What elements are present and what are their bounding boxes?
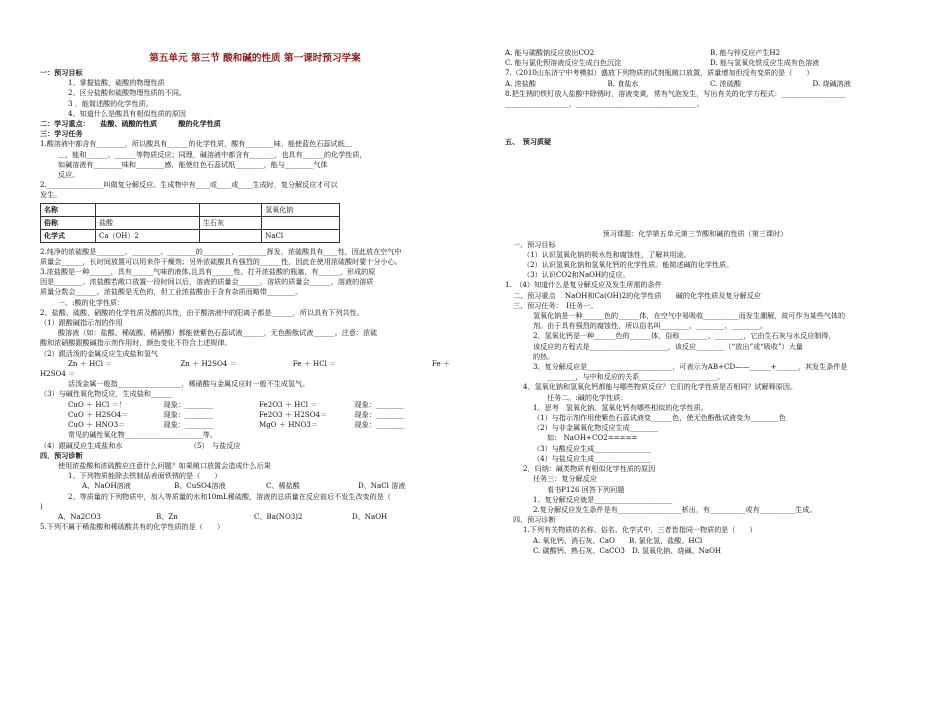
table-cell: 化学式: [41, 229, 96, 242]
task-line: 3.浓盐酸是一种______，具有______气味的液体,且具有______性。打开浓盐酸的瓶塞，有______，形成的原: [40, 267, 376, 277]
goal-item: （3）认识CO2和NaOH的反应。: [523, 270, 630, 280]
options-row: [40, 481, 450, 491]
section-heading: 一、预习目标: [513, 239, 556, 249]
equation: Fe ＋ HCl ＝: [292, 358, 337, 368]
text-line: 看书P126 回答下列问题: [547, 484, 625, 494]
oxide-row: [40, 410, 450, 420]
goal-item: （2）认识氢氧化钠和氢氧化钙的化学性质。能简述碱的化学性质。: [523, 260, 734, 270]
option: A、NaOH溶液: [82, 481, 131, 491]
phenomenon: 现象：________: [163, 399, 214, 409]
question: ): [40, 501, 43, 511]
options-row: [505, 58, 915, 68]
task-line: 4、氢氧化钠和氢氧化钙都能与哪些物质反应？它们的化学性质是否相同？试解释原因。: [523, 382, 798, 392]
subheading: 任务二。:碱的化学性质：: [547, 392, 628, 402]
table-cell: 生石灰: [200, 216, 262, 229]
option: D. 能与氢氧化铁反应生成有色溶液: [710, 58, 820, 68]
text-line: 2.复分解反应发生条件是有__________________析出，有__________或有__________生成。: [533, 504, 817, 514]
equation: Fe ＋: [431, 358, 450, 368]
task-line: 的热。: [533, 351, 555, 361]
section-heading-tasks: 三：学习任务: [40, 129, 83, 139]
table-cell: 名称: [41, 203, 96, 216]
question: 5.下列不属于稀盐酸和稀硫酸共有的化学性质的是（ ）: [40, 522, 225, 532]
text-line: （1）跟酸碱指示剂的作用: [40, 318, 123, 328]
task-line: 因是________。浓盐酸若敞口放置一段时间以后，溶液的质量会______，溶质的质量会______，溶液的溶质: [40, 277, 374, 287]
task-line: 发生。: [40, 190, 62, 200]
equation: Fe2O3 ＋ H2SO4＝: [259, 409, 328, 419]
text-line: 2、盐酸、硫酸、硝酸的化学性质及酸的共性，由于酸溶液中的阳离子都是______，所以具有下列共性。: [40, 307, 364, 317]
goal-item: 3 ．能简述酸的化学性质。: [68, 98, 153, 108]
lesson-subtitle: 预习课题：化学第五单元第三节酸和碱的性质（第三课时）: [602, 229, 788, 239]
goal-item: 1、掌握盐酸、硫酸的物理性质: [68, 78, 165, 88]
equation: CuO ＋ HCl ＝！: [68, 399, 126, 409]
question: 8.把生锈的铁钉放入盐酸中除锈时，溶液变黄，常有气泡发生，写出有关的化学方程式：__________________: [505, 88, 846, 98]
equation: Zn ＋ H2SO4 ＝: [180, 358, 237, 368]
table-cell: [200, 203, 262, 216]
text-line: （3）与酸反应生成________________: [533, 443, 652, 453]
section-heading-diagnosis: 四．预习诊断: [40, 450, 83, 460]
table-cell: [200, 229, 262, 242]
table-cell: 氢氧化钠: [262, 203, 340, 216]
goal-item: （1）认识氢氧化钠的吸水性和腐蚀性，了解其用途。: [523, 249, 691, 259]
task-line: 反应。: [58, 170, 80, 180]
oxide-row: [40, 420, 450, 430]
subheading: 任务三：复分解反应: [533, 474, 597, 484]
question: 2、等质量的下列物质中，加入等质量的水和10mL稀硫酸，溶液的总质量在反应前后不发生改变的是（: [68, 491, 391, 501]
phenomenon: 现象：________: [354, 399, 405, 409]
task-line: 3、复分解反应是________________________，可表示为AB+CD——______+______，其发生条件是: [533, 362, 848, 372]
question: 7.（2010山东济宁中考模拟）盛放下列物质的试剂瓶敞口放置，质量增加但没有变质的是（ ）: [505, 68, 814, 78]
task-line: 2、氢氧化钙是一种______色的______体，俗称________、________，它由生石灰与水反应制得，: [533, 331, 836, 341]
option: B. 能与锌反应产生H2: [710, 48, 781, 57]
equation: CuO ＋ H2SO4＝: [68, 409, 129, 419]
option: B、Zn: [156, 511, 178, 521]
equation: H2SO4 ＝: [40, 369, 76, 379]
option: C. 浓硫酸: [710, 78, 741, 88]
text-line: 1、复分解反应就是______________________: [533, 494, 673, 504]
table-row: [41, 216, 340, 229]
text-line: （2）跟活泼的金属反应生成盐和氢气: [40, 348, 159, 358]
section-heading: 二、预习重点 NaOH和Ca(OH)2的化学性质 碱的化学性质及复分解反应: [513, 290, 761, 300]
question: 使用浓盐酸和浓硫酸应注意什么问题？如果敞口放置会造成什么后果: [58, 460, 271, 470]
text-line: 1、思考 氢氧化钠、氢氧化钙有哪些相似的化学性质。: [533, 402, 708, 412]
equation: Zn ＋ HCl ＝: [68, 358, 113, 368]
acid-base-table: [40, 203, 340, 243]
text-line: （4）跟碱反应生成盐和水 （5） 与盐反应: [40, 440, 241, 450]
task-line: ________，与中和反应的关系______________________。: [547, 372, 725, 382]
goal-item: 4、知道什么是酸具有相似性质的原因: [68, 108, 187, 118]
task-line: 剂。由于具有强烈的腐蚀性，所以俗名叫________、________、________。: [533, 321, 768, 331]
right-column: [505, 0, 915, 720]
equation: MgO ＋ HNO3＝: [259, 420, 319, 430]
option: C、Ba(NO3)2: [254, 511, 303, 521]
option: A. 能与碳酸钠反应放出CO2: [505, 48, 595, 57]
text-line: 如: NaOH+CO2=====: [547, 433, 638, 443]
section-heading-doubts: 五、 预习质疑: [505, 137, 552, 147]
task-line: 质量会______，长时间放置可以用来作干燥剂；另外浓硫酸具有强烈的______性，因此在使用浓硫酸时要十分小心。: [40, 256, 402, 266]
task-line: 质量分数会______。浓盐酸是无色的，但工业浓盐酸由于含有杂质而略带________。: [40, 287, 303, 297]
subheading: 一、:酸的化学性质：: [58, 297, 125, 307]
question: 1、下列物质能除去铁制品表面铁锈的是（ ）: [68, 471, 222, 481]
text-line: 酸溶液（如：盐酸、稀硫酸、稀硝酸）都能使紫色石蕊试液______，无色酚酞试液______。注意：浓硫: [58, 328, 378, 338]
table-cell: 盐酸: [96, 216, 200, 229]
table-cell: [262, 216, 340, 229]
text-line: 常见的碱性氧化物______________________等。: [68, 430, 217, 440]
equation: CuO ＋ HNO3＝: [68, 420, 126, 430]
table-cell: 俗称: [41, 216, 96, 229]
phenomenon: 现象：________: [354, 420, 405, 430]
option: C、稀盐酸: [266, 481, 300, 491]
option: A、Na2CO3: [58, 511, 101, 521]
phenomenon: 现象：________: [163, 409, 214, 419]
option: A. 氧化钙、消石灰、CaO B. 氯化氢、盐酸、HCl: [533, 535, 703, 545]
task-line: 1.酸溶液中都含有________，所以酸具有______的化学性质，酸有________味，能使蓝色石蕊试纸＿: [40, 139, 352, 149]
table-cell: NaCl: [262, 229, 340, 242]
text-line: （3）与碱性氧化物反应，生成盐和______: [40, 389, 173, 399]
phenomenon: 现象：________: [163, 420, 214, 430]
options-row: [505, 79, 915, 89]
text-line: （2）与非金属氧化物反应生成________: [533, 423, 659, 433]
task-line: 氢氧化钠是一种______色的______体，在空气中易吸收__________而发生潮解，故可作为某些气体的: [533, 311, 846, 321]
task-line: 该反应的方程式是______________________，该反应________（“放出”或“吸收”）大量: [533, 341, 803, 351]
table-row: [41, 203, 340, 216]
option: B、CuSO4溶液: [174, 481, 226, 491]
text-line: （4）与盐反应生成________________: [533, 453, 652, 463]
text-line: （1）与指示剂作用使紫色石蕊试液变______色，使无色酚酞试液变为________色: [533, 413, 786, 423]
option: D、NaOH: [352, 511, 388, 521]
question: 1.下列有关物质的名称、俗名、化学式中，三者皆指同一物质的是（ ）: [523, 525, 757, 535]
section-heading: 四、预习诊断: [513, 515, 556, 525]
section-heading: 三、预习任务： Ⅰ任务一。: [513, 300, 598, 310]
question: __________________，__________________________________。: [505, 99, 704, 109]
table-cell: [96, 203, 200, 216]
option: D、NaCl 溶液: [358, 481, 406, 491]
option: C. 能与氯化钡溶液反应生成白色沉淀: [505, 58, 622, 68]
section-heading-goals: 一：预习目标: [40, 68, 83, 77]
equation-row: [40, 359, 450, 369]
task-line: 2.纯净的浓硫酸是________、________、________的________，________挥发，浓硫酸具有____性，因此放在空气中: [40, 246, 402, 256]
equation: Fe2O3 ＋ HCl ＝: [259, 399, 318, 409]
text-line: 活泼金属一般指__________________，稀硝酸与金属反应时一般不生成氢气。: [68, 379, 310, 389]
option: C. 碳酸钙、熟石灰、CaCO3 D. 氢氧化钠、烧碱、NaOH: [533, 545, 722, 555]
task-line: 如碱溶液有________味和________感，能使红色石蕊试纸________，能与________气体: [58, 159, 328, 169]
phenomenon: 现象：________: [354, 409, 405, 419]
option: A. 浓盐酸: [505, 78, 536, 88]
task-line: 2.________________叫做复分解反应。生成物中有____或____或____生成时，复分解反应才可以: [40, 180, 338, 190]
task-line: ＿，能和______、______等物质反应；同理，碱溶液中都含有_______，也具有______的化学性质，: [58, 149, 367, 159]
section-heading-focus: 二：学习重点： 盐酸、硫酸的性质 酸的化学性质: [40, 119, 221, 129]
oxide-row: [40, 400, 450, 410]
goal-item: 1. （4）知道什么是复分解反应及发生所需的条件: [505, 280, 662, 290]
text-line: 2．归纳：碱类物质有相似化学性质的原因: [523, 464, 656, 474]
table-row: [41, 229, 340, 242]
table-cell: Ca（OH）2: [96, 229, 200, 242]
options-row: [505, 48, 915, 58]
goal-item: 2、区分盐酸和硫酸物理性质的不同。: [68, 88, 187, 98]
page-title: 第五单元 第三节 酸和碱的性质 第一课时预习学案: [149, 53, 361, 64]
option: B. 食盐水: [607, 78, 639, 88]
left-column: [40, 0, 450, 672]
option: D. 烧碱溶液: [812, 78, 851, 88]
options-row: [40, 512, 450, 522]
text-line: 酸和浓硝酸跟酸碱指示剂作用时，颜色变化不符合上述规律。: [40, 338, 232, 348]
